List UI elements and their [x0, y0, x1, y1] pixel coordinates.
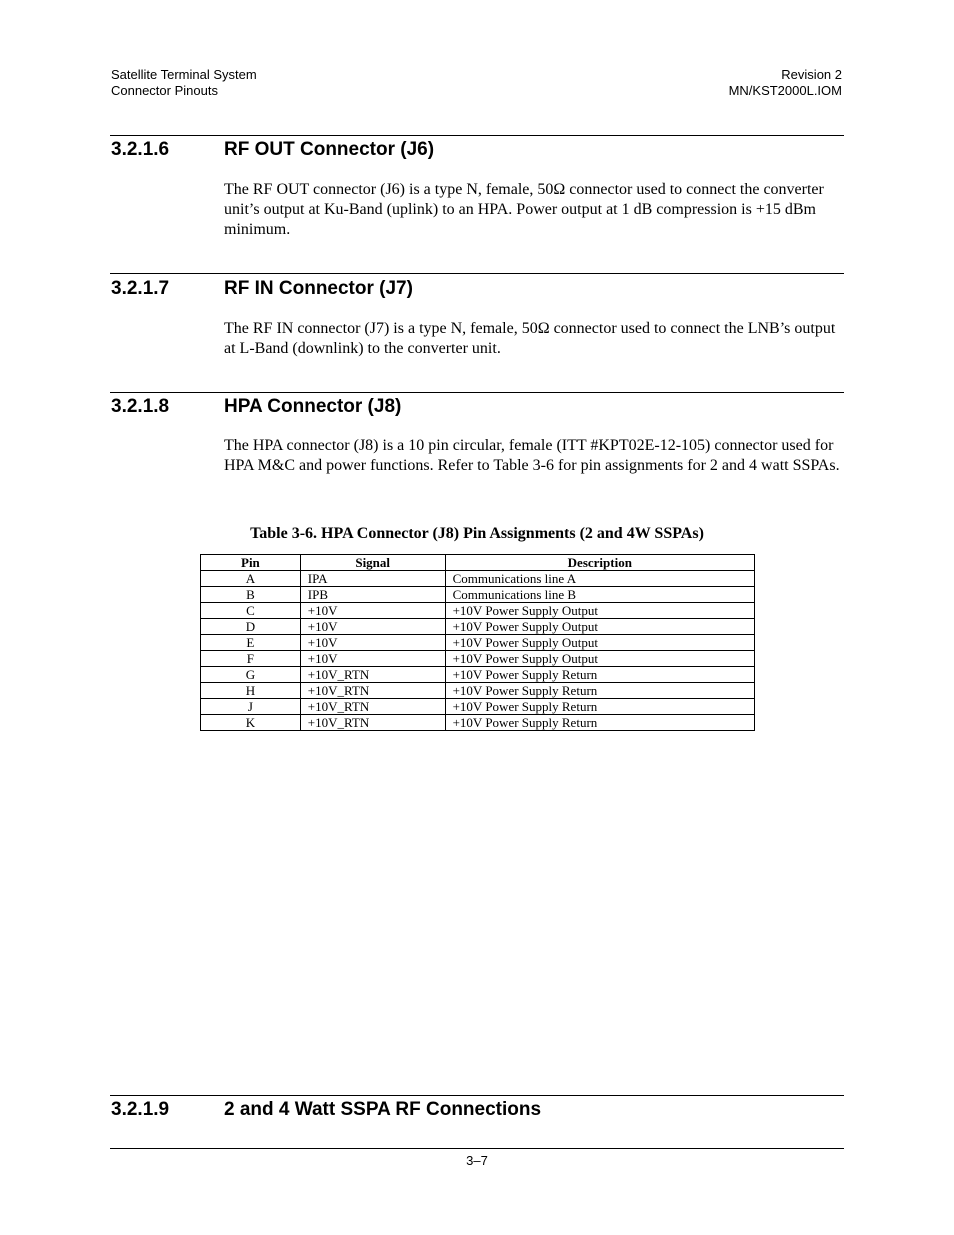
section-body: [224, 319, 844, 359]
table-row: [201, 635, 755, 651]
column-header-signal: Signal: [300, 555, 445, 571]
table-row: [201, 651, 755, 667]
cell-pin: C: [201, 603, 301, 619]
header-doc-number: MN/KST2000L.IOM: [728, 83, 842, 98]
cell-description: +10V Power Supply Return: [445, 683, 754, 699]
cell-signal: +10V_RTN: [300, 667, 445, 683]
table-row: [201, 619, 755, 635]
paragraph: The RF IN connector (J7) is a type N, female, 50Ω connector used to connect the LNB’s output at L-Band (downlink) to the converter unit.: [224, 320, 836, 357]
section-title: 2 and 4 Watt SSPA RF Connections: [224, 1099, 542, 1120]
table-row: [201, 683, 755, 699]
header-chapter-title: Connector Pinouts: [111, 83, 218, 98]
cell-signal: +10V_RTN: [300, 699, 445, 715]
cell-description: +10V Power Supply Return: [445, 715, 754, 731]
section-body: [224, 180, 844, 240]
section-body: [224, 436, 844, 476]
header-doc-title: Satellite Terminal System: [111, 67, 257, 82]
column-header-description: Description: [445, 555, 754, 571]
footer-rule: [110, 1148, 844, 1149]
cell-pin: B: [201, 587, 301, 603]
running-header-left: [111, 67, 257, 99]
cell-pin: D: [201, 619, 301, 635]
table-row: [201, 667, 755, 683]
table-row: [201, 587, 755, 603]
cell-description: +10V Power Supply Return: [445, 667, 754, 683]
section-divider: [110, 1095, 844, 1096]
section-number: 3.2.1.6: [111, 139, 170, 160]
table-row: [201, 715, 755, 731]
column-header-pin: Pin: [201, 555, 301, 571]
cell-description: Communications line A: [445, 571, 754, 587]
section-heading: [111, 1099, 541, 1121]
section-number: 3.2.1.9: [111, 1099, 170, 1120]
running-header-right: [729, 67, 842, 99]
cell-description: +10V Power Supply Output: [445, 635, 754, 651]
cell-signal: +10V: [300, 651, 445, 667]
table-caption: Table 3-6. HPA Connector (J8) Pin Assignments (2 and 4W SSPAs): [250, 525, 704, 542]
cell-pin: G: [201, 667, 301, 683]
section-heading: [111, 396, 401, 418]
cell-pin: F: [201, 651, 301, 667]
cell-pin: H: [201, 683, 301, 699]
cell-description: +10V Power Supply Output: [445, 651, 754, 667]
cell-signal: +10V_RTN: [300, 715, 445, 731]
section-divider: [110, 392, 844, 393]
cell-pin: A: [201, 571, 301, 587]
section-heading: [111, 278, 413, 300]
cell-description: Communications line B: [445, 587, 754, 603]
cell-description: +10V Power Supply Output: [445, 619, 754, 635]
section-title: RF OUT Connector (J6): [224, 139, 435, 160]
cell-description: +10V Power Supply Output: [445, 603, 754, 619]
table-row: [201, 699, 755, 715]
table-header-row: [201, 555, 755, 571]
cell-signal: +10V: [300, 635, 445, 651]
section-divider: [110, 135, 844, 136]
cell-pin: J: [201, 699, 301, 715]
pin-assignment-table: [200, 554, 755, 731]
cell-signal: +10V: [300, 603, 445, 619]
section-title: HPA Connector (J8): [224, 396, 402, 417]
cell-pin: E: [201, 635, 301, 651]
cell-description: +10V Power Supply Return: [445, 699, 754, 715]
section-title: RF IN Connector (J7): [224, 278, 413, 299]
cell-signal: IPA: [300, 571, 445, 587]
page-number: 3–7: [466, 1153, 488, 1168]
section-number: 3.2.1.7: [111, 278, 170, 299]
paragraph: The RF OUT connector (J6) is a type N, female, 50Ω connector used to connect the converter unit’s output at Ku-Band (uplink) to an HPA. Power output at 1 dB compression is +15 dBm minimum.: [224, 181, 824, 238]
section-number: 3.2.1.8: [111, 396, 170, 417]
cell-pin: K: [201, 715, 301, 731]
section-divider: [110, 273, 844, 274]
section-heading: [111, 139, 434, 161]
table-row: [201, 571, 755, 587]
header-revision: Revision 2: [781, 67, 842, 82]
cell-signal: +10V: [300, 619, 445, 635]
table-row: [201, 603, 755, 619]
cell-signal: +10V_RTN: [300, 683, 445, 699]
cell-signal: IPB: [300, 587, 445, 603]
paragraph: The HPA connector (J8) is a 10 pin circular, female (ITT #KPT02E-12-105) connector used for HPA M&C and power functions. Refer to Table 3-6 for pin assignments for 2 and 4 watt SSPAs.: [224, 437, 840, 474]
